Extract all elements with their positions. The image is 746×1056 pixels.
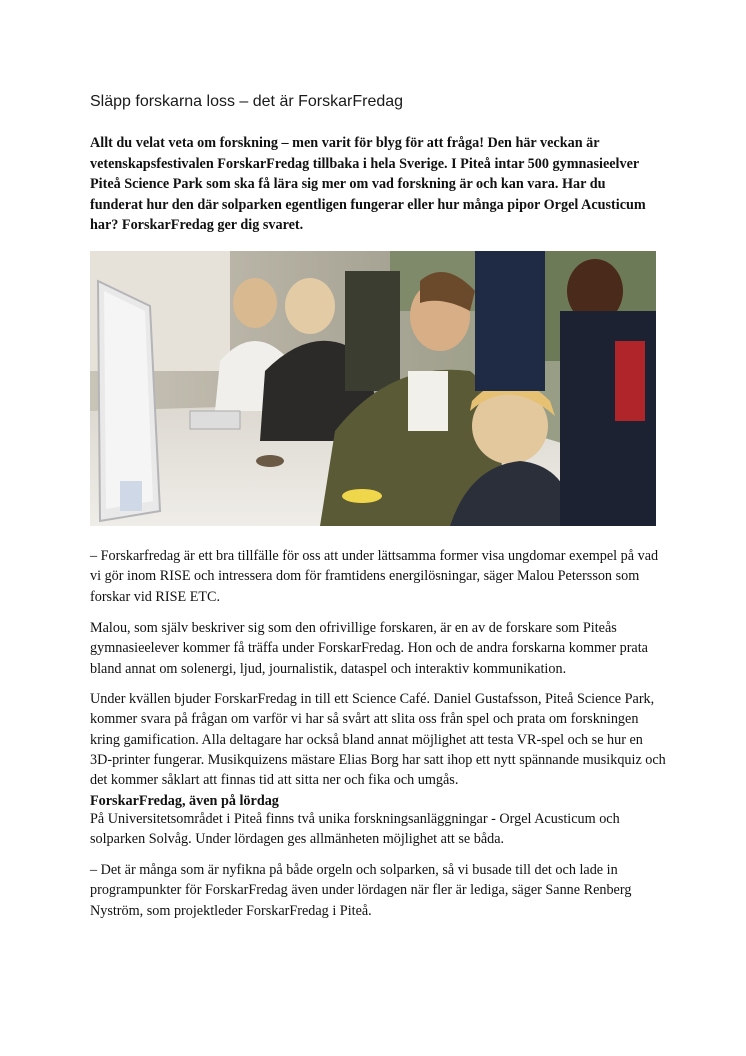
article-paragraph-5: – Det är många som är nyfikna på både orgeln och solparken, så vi busade till det och lade in programpunkter för ForskarFredag även under lördagen när fler är lediga, säger Sanne Renberg Nyström, som projektleder ForskarFredag i Piteå.	[90, 862, 632, 919]
article-title: Släpp forskarna loss – det är ForskarFredag	[90, 93, 404, 110]
article-lead: Allt du velat veta om forskning – men varit för blyg för att fråga! Den här veckan är vetenskapsfestivalen ForskarFredag tillbaka i hela Sverige. I Piteå intar 500 gymnasieelver Piteå Science Park som ska få lära sig mer om vad forskning är och kan vara. Har du funderat hur den där solparken egentligen fungerar eller hur många pipor Orgel Acusticum har? ForskarFredag ger dig svaret.	[90, 135, 646, 233]
article-photo	[90, 251, 656, 526]
article-paragraph-2: Malou, som själv beskriver sig som den ofrivillige forskaren, är en av de forskare som Piteås gymnasieelever kommer få träffa under ForskarFredag. Hon och de andra forskarna kommer prata bland annat om solenergi, ljud, journalistik, dataspel och interaktiv kommunikation.	[90, 620, 648, 677]
article-subheading: ForskarFredag, även på lördag	[90, 793, 279, 809]
article-paragraph-4: På Universitetsområdet i Piteå finns två unika forskningsanläggningar - Orgel Acusticum och solparken Solvåg. Under lördagen ges allmänheten möjlighet att se båda.	[90, 811, 620, 848]
article-paragraph-1: – Forskarfredag är ett bra tillfälle för oss att under lättsamma former visa ungdomar exempel på vad vi gör inom RISE och intressera dom för framtidens energilösningar, säger Malou Petersson som forskar vid RISE ETC.	[90, 548, 659, 605]
article-paragraph-3: Under kvällen bjuder ForskarFredag in till ett Science Café. Daniel Gustafsson, Piteå Science Park, kommer svara på frågan om varför vi har så svårt att slita oss från spel och prata om forskningen kring gamification. Alla deltagare har också bland annat möjlighet att testa VR-spel och se hur en 3D-printer fungerar. Musikquizens mästare Elias Borg har satt ihop ett nytt spännande musikquiz och det kommer såklart att finnas tid att sitta ner och fika och umgås.	[90, 691, 666, 789]
